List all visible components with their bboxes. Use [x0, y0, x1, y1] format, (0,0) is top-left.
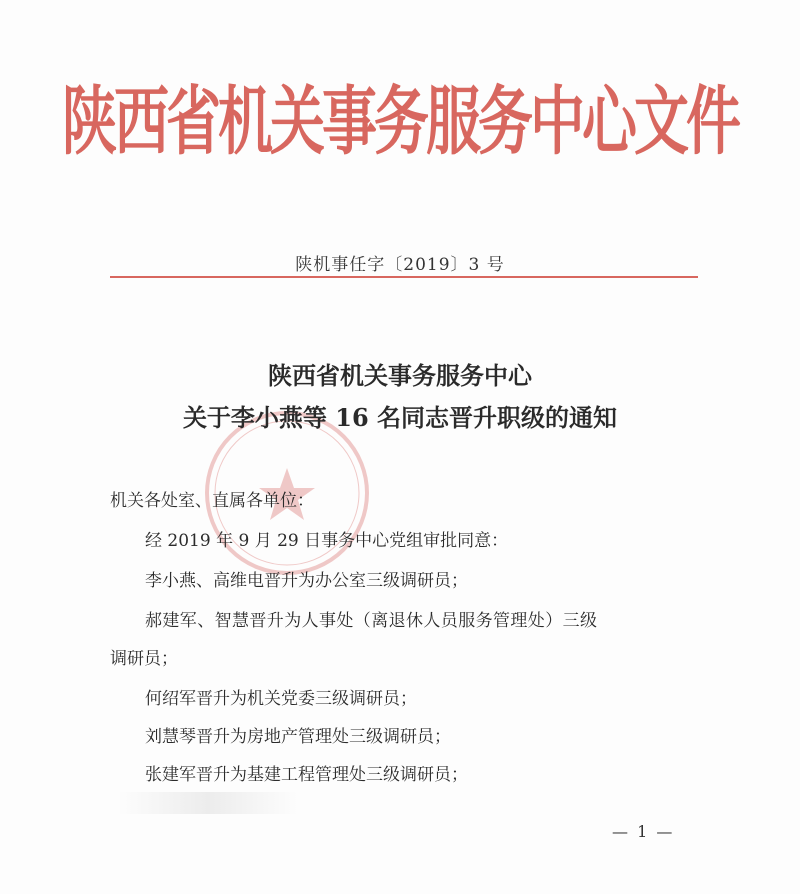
- body-paragraph: 何绍军晋升为机关党委三级调研员；: [145, 689, 417, 709]
- body-paragraph-continuation: 调研员；: [110, 649, 178, 669]
- document-number: 陕机事任字〔2019〕3 号: [295, 255, 505, 275]
- notice-title-line-2: 关于李小燕等 16 名同志晋升职级的通知: [182, 403, 618, 432]
- body-paragraph: 刘慧琴晋升为房地产管理处三级调研员；: [145, 727, 451, 747]
- body-paragraph: 郝建军、智慧晋升为人事处（离退休人员服务管理处）三级: [145, 611, 598, 631]
- body-paragraph: 李小燕、高维电晋升为办公室三级调研员；: [145, 571, 468, 591]
- body-paragraph: 经 2019 年 9 月 29 日事务中心党组审批同意：: [145, 531, 509, 551]
- body-paragraph: 张建军晋升为基建工程管理处三级调研员；: [145, 765, 468, 785]
- red-divider-line: [110, 276, 698, 278]
- page-number: — 1 —: [612, 822, 675, 841]
- masthead-title: 陕西省机关事务服务中心文件: [61, 76, 738, 165]
- scan-smudge: [118, 792, 298, 814]
- notice-title-line-1: 陕西省机关事务服务中心: [268, 361, 532, 390]
- salutation: 机关各处室、直属各单位：: [110, 491, 314, 511]
